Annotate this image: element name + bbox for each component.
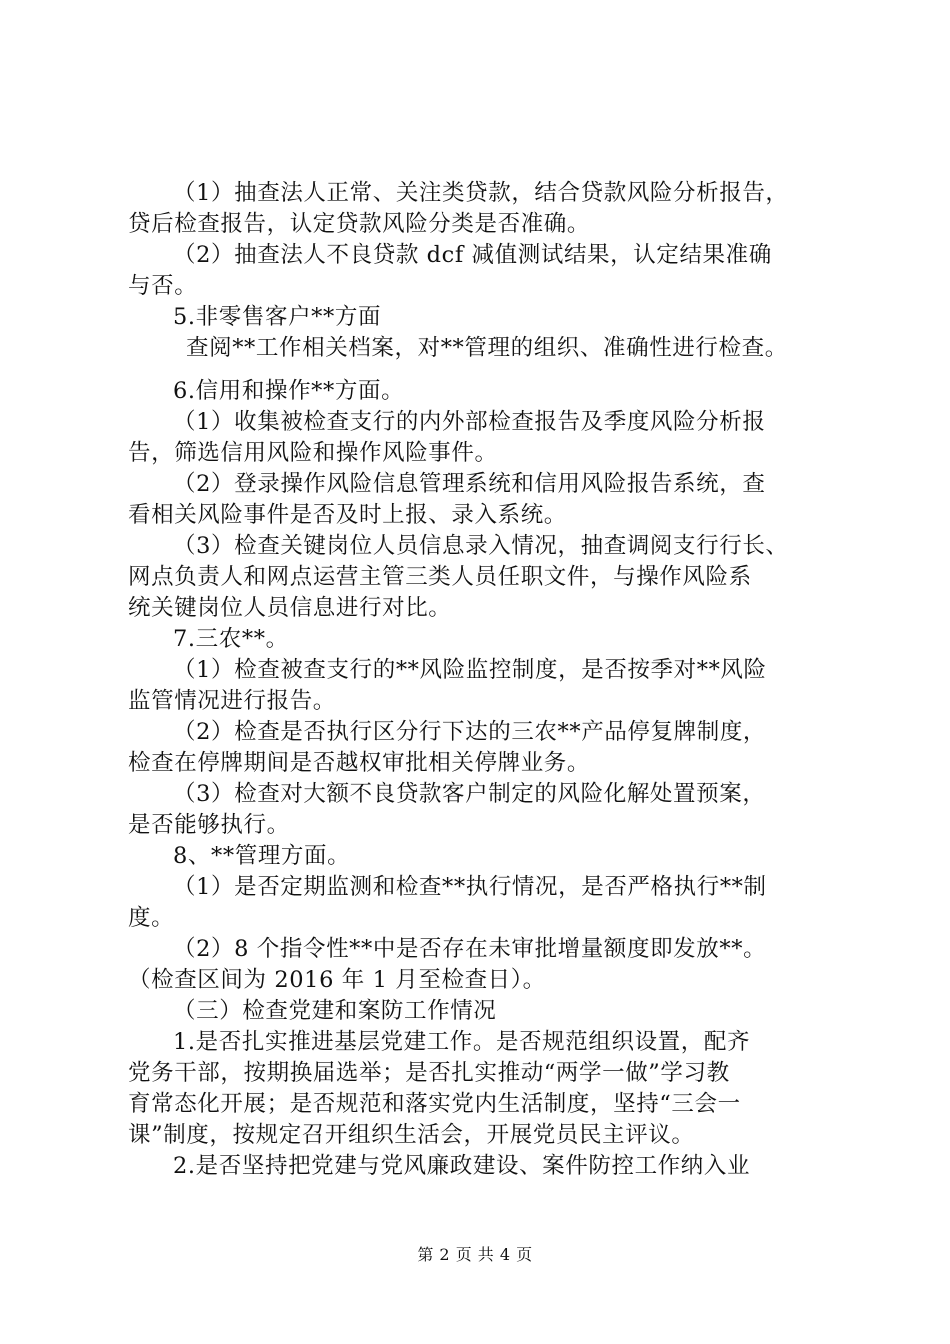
paragraph-gap	[128, 364, 838, 376]
paragraph-line: （1）抽查法人正常、关注类贷款，结合贷款风险分析报告，	[173, 180, 789, 206]
paragraph-line: （1）检查被查支行的**风险监控制度，是否按季对**风险	[173, 657, 767, 683]
paragraph-line: 是否能够执行。	[128, 812, 290, 838]
paragraph-line: 度。	[128, 905, 175, 931]
paragraph-line: （2）抽查法人不良贷款 dcf 减值测试结果，认定结果准确	[173, 242, 772, 268]
section-heading: 8、**管理方面。	[173, 843, 351, 869]
paragraph-line: 网点负责人和网点运营主管三类人员任职文件，与操作风险系	[128, 564, 752, 590]
paragraph-line: 贷后检查报告，认定贷款风险分类是否准确。	[128, 211, 591, 237]
paragraph-line: 课”制度，按规定召开组织生活会，开展党员民主评议。	[128, 1122, 695, 1148]
paragraph-line: （3）检查对大额不良贷款客户制定的风险化解处置预案，	[173, 781, 766, 807]
document-body	[128, 178, 838, 1182]
paragraph-line: （3）检查关键岗位人员信息录入情况，抽查调阅支行行长、	[173, 533, 789, 559]
paragraph-line: 统关键岗位人员信息进行对比。	[128, 595, 452, 621]
section-heading: 6.信用和操作**方面。	[173, 378, 405, 404]
paragraph-line: （检查区间为 2016 年 1 月至检查日）。	[128, 967, 546, 993]
paragraph-line: 2.是否坚持把党建与党风廉政建设、案件防控工作纳入业	[173, 1153, 751, 1179]
paragraph-line: 与否。	[128, 273, 198, 299]
section-heading: （三）检查党建和案防工作情况	[173, 998, 497, 1024]
paragraph-line: 育常态化开展；是否规范和落实党内生活制度，坚持“三会一	[128, 1091, 741, 1117]
paragraph-line: 检查在停牌期间是否越权审批相关停牌业务。	[128, 750, 591, 776]
paragraph-line: （1）是否定期监测和检查**执行情况，是否严格执行**制	[173, 874, 767, 900]
section-heading: 7.三农**。	[173, 626, 289, 652]
paragraph-line: 党务干部，按期换届选举；是否扎实推动“两学一做”学习教	[128, 1060, 730, 1086]
section-heading: 5.非零售客户**方面	[173, 304, 382, 330]
paragraph-line: 1.是否扎实推进基层党建工作。是否规范组织设置，配齐	[173, 1029, 751, 1055]
paragraph-line: 监管情况进行报告。	[128, 688, 336, 714]
paragraph-line: （1）收集被检查支行的内外部检查报告及季度风险分析报	[173, 409, 766, 435]
paragraph-line: （2）8 个指令性**中是否存在未审批增量额度即发放**。	[173, 936, 767, 962]
page-footer: 第 2 页 共 4 页	[417, 1245, 533, 1264]
paragraph-line: （2）检查是否执行区分行下达的三农**产品停复牌制度，	[173, 719, 767, 745]
paragraph-line: 查阅**工作相关档案，对**管理的组织、准确性进行检查。	[186, 335, 788, 361]
paragraph-line: （2）登录操作风险信息管理系统和信用风险报告系统，查	[173, 471, 766, 497]
paragraph-line: 告，筛选信用风险和操作风险事件。	[128, 440, 498, 466]
paragraph-line: 看相关风险事件是否及时上报、录入系统。	[128, 502, 567, 528]
